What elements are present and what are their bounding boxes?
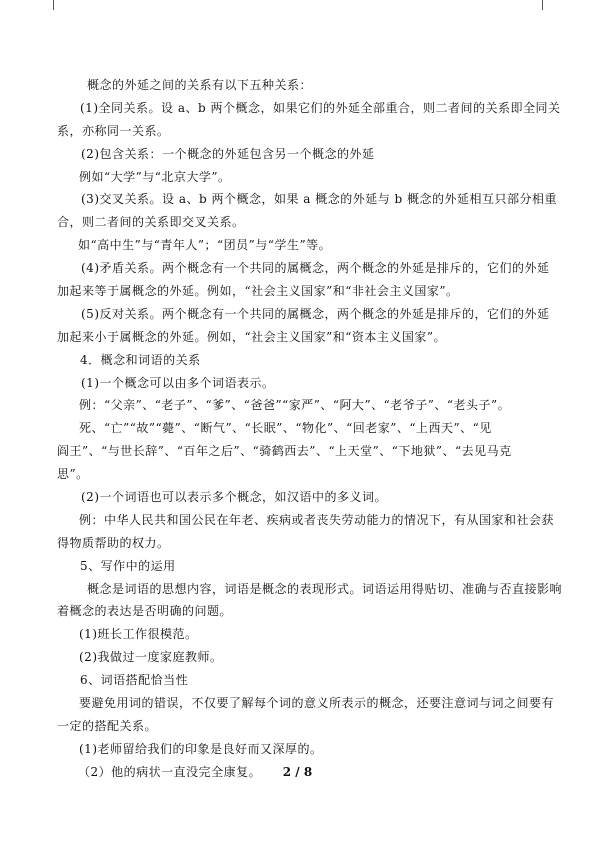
text-line: 例如“大学”与“北京大学”。 — [79, 169, 231, 184]
text-line: 阎王”、“与世长辞”、“百年之后”、“骑鹤西去”、“上天堂”、“下地狱”、“去见马克 — [57, 444, 512, 459]
text-line: (3)交叉关系。设 a、b 两个概念，如果 a 概念的外延与 b 概念的外延相互只部分相重 — [81, 192, 558, 207]
text-line: 着概念的表达是否明确的问题。 — [57, 604, 233, 619]
text-line: 例：“父亲”、“老子”、“爹”、“爸爸”“家严”、“阿大”、“老爷子”、“老头子”。 — [79, 398, 511, 413]
top-left-corner-mark — [53, 0, 54, 10]
text-line: 要避免用词的错误，不仅要了解每个词的意义所表示的概念，还要注意词与词之间要有 — [79, 696, 555, 711]
text-line: 如“高中生”与“青年人”；“团员”与“学生”等。 — [78, 238, 332, 253]
text-line: (2)一个词语也可以表示多个概念，如汉语中的多义词。 — [81, 490, 388, 505]
text-line: 例：中华人民共和国公民在年老、疾病或者丧失劳动能力的情况下，有从国家和社会获 — [79, 512, 555, 527]
text-line: (1)班长工作很模范。 — [79, 627, 198, 642]
top-right-corner-mark — [542, 0, 543, 10]
text-line: 得物质帮助的权力。 — [57, 535, 170, 550]
text-line: 6、词语搭配恰当性 — [80, 673, 189, 688]
text-line: (2)我做过一度家庭教师。 — [79, 650, 223, 665]
text-line: (2)包含关系：一个概念的外延包含另一个概念的外延 — [81, 146, 375, 161]
text-line: 合，则二者间的关系即交叉关系。 — [57, 215, 245, 230]
text-line: 加起来等于属概念的外延。例如，“社会主义国家”和“非社会主义国家”。 — [57, 284, 459, 299]
text-line: (5)反对关系。两个概念有一个共同的属概念，两个概念的外延是排斥的，它们的外延 — [81, 306, 550, 321]
text-line: 4．概念和词语的关系 — [80, 352, 201, 367]
text-line: 死、“亡”“故”“薨”、“断气”、“长眠”、“物化”、“回老家”、“上西天”、“见 — [79, 421, 492, 436]
text-line: 思”。 — [57, 467, 89, 482]
text-line: (4)矛盾关系。两个概念有一个共同的属概念，两个概念的外延是排斥的，它们的外延 — [81, 261, 550, 276]
text-line: 加起来小于属概念的外延。例如，“社会主义国家”和“资本主义国家”。 — [57, 329, 447, 344]
text-line: 一定的搭配关系。 — [57, 718, 158, 733]
text-line: 系，亦称同一关系。 — [57, 123, 170, 138]
text-line: (1)一个概念可以由多个词语表示。 — [81, 375, 275, 390]
text-line: （2）他的病状一直没完全康复。 — [78, 764, 262, 779]
document-body — [0, 74, 595, 784]
text-line: 5、写作中的运用 — [80, 558, 176, 573]
page-number: 2 / 8 — [282, 765, 313, 779]
text-line: (1)老师留给我们的印象是良好而又深厚的。 — [79, 741, 323, 756]
text-line: 概念的外延之间的关系有以下五种关系： — [87, 78, 313, 92]
text-line: (1)全同关系。设 a、b 两个概念，如果它们的外延全部重合，则二者间的关系即全同关 — [80, 100, 561, 115]
text-line: 概念是词语的思想内容，词语是概念的表现形式。词语运用得贴切、准确与否直接影响 — [87, 581, 563, 596]
